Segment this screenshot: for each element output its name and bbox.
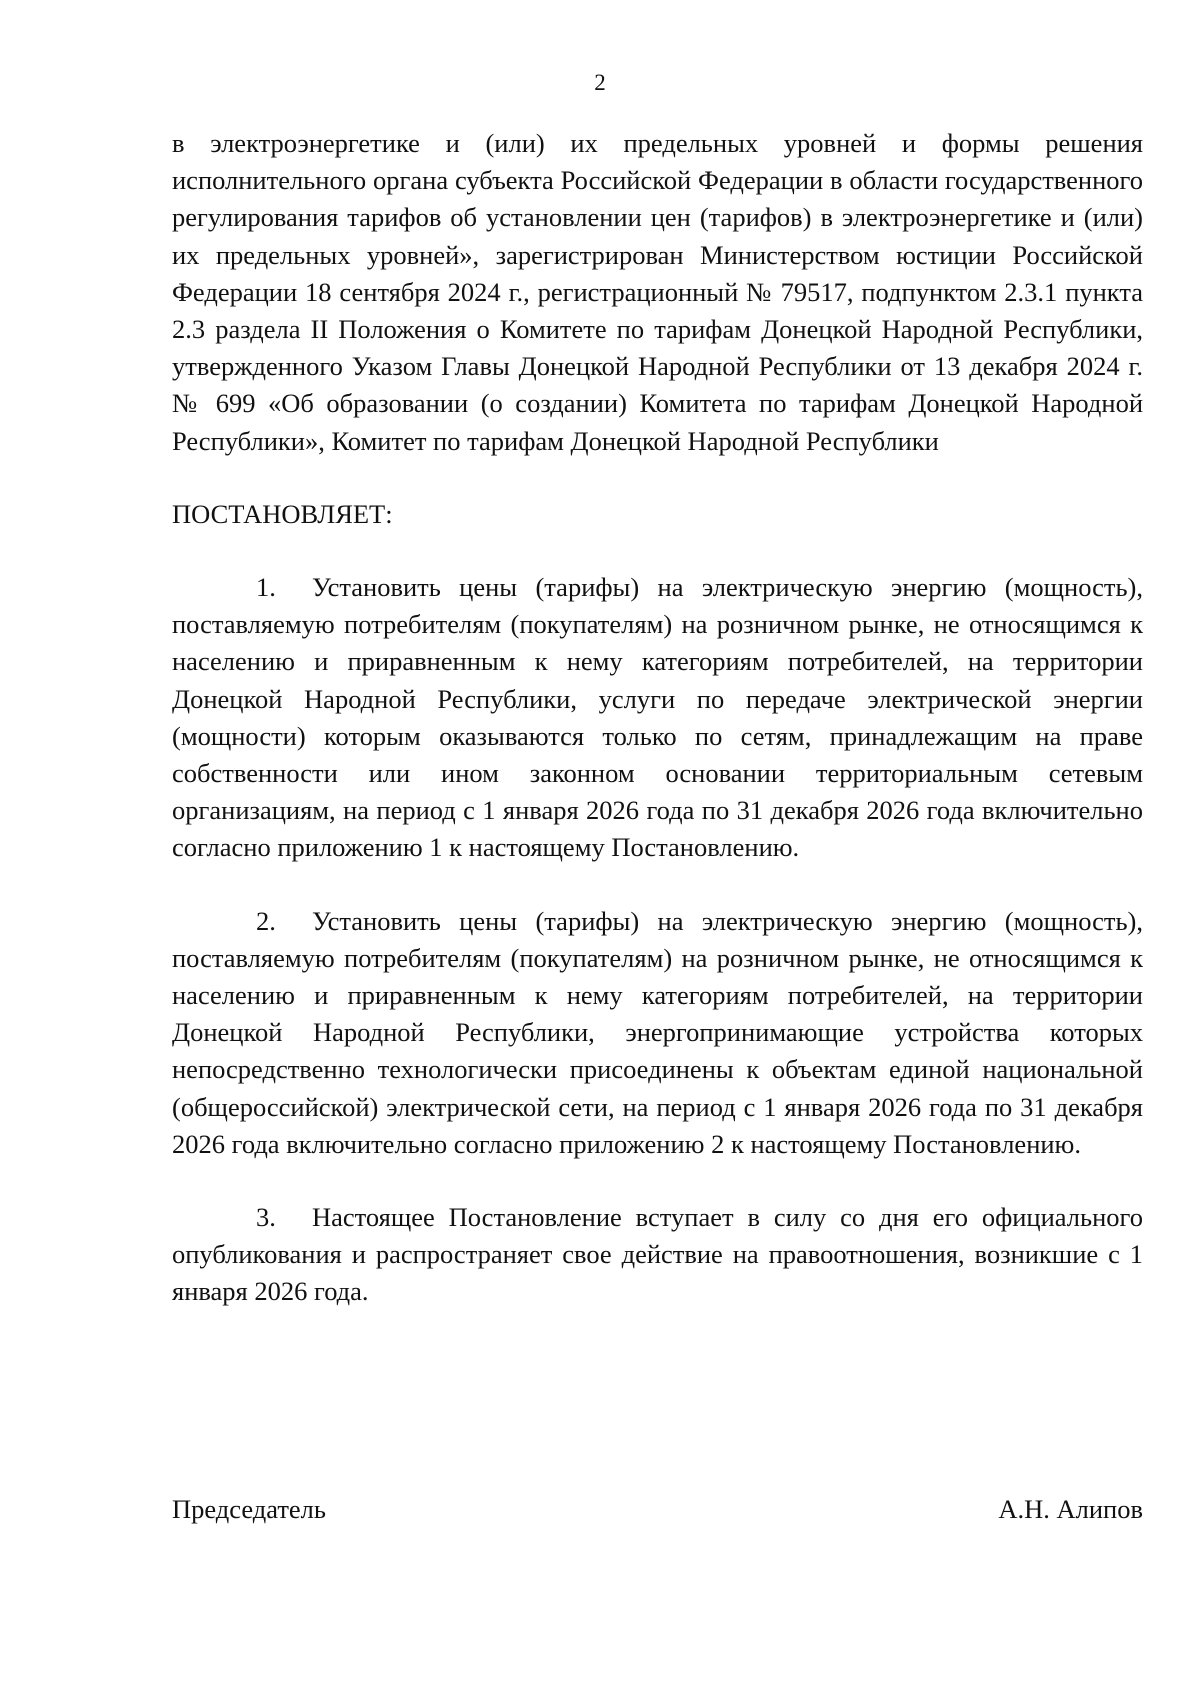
signatory-position: Председатель [172,1494,326,1524]
clause-text: Настоящее Постановление вступает в силу со дня его официального опубликования и распространяет свое действие на правоотношения, возникшие с 1 января 2026 года. [172,1202,1143,1307]
page-number: 2 [594,70,606,95]
clause-text: Установить цены (тарифы) на электрическую энергию (мощность), поставляемую потребителям (покупателям) на розничном рынке, не относящимся к населению и приравненным к нему категориям потребителей, на территории Донецкой Народной Республики, энергопринимающие устройства которых непосредственно технологически присоединены к объектам единой национальной (общероссийской) электрической сети, на период с 1 января 2026 года по 31 декабря 2026 года включительно согласно приложению 2 к настоящему Постановлению. [172,905,1143,1159]
intro-paragraph: в электроэнергетике и (или) их предельных уровней и формы решения исполнительного органа субъекта Российской Федерации в области государственного регулирования тарифов об установлении цен (тарифов) в электроэнергетике и (или) их предельных уровней», зарегистрирован Министерством юстиции Российской Федерации 18 сентября 2024 г., регистрационный № 79517, подпунктом 2.3.1 пункта 2.3 раздела II Положения о Комитете по тарифам Донецкой Народной Республики, утвержденного Указом Главы Донецкой Народной Республики от 13 декабря 2024 г. № 699 «Об образовании (о создании) Комитета по тарифам Донецкой Народной Республики», Комитет по тарифам Донецкой Народной Республики [172,128,1143,456]
clause-text: Установить цены (тарифы) на электрическую энергию (мощность), поставляемую потребителям (покупателям) на розничном рынке, не относящимся к населению и приравненным к нему категориям потребителей, на территории Донецкой Народной Республики, услуги по передаче электрической энергии (мощности) которым оказываются только по сетям, принадлежащим на праве собственности или ином законном основании территориальным сетевым организациям, на период с 1 января 2026 года по 31 декабря 2026 года включительно согласно приложению 1 к настоящему Постановлению. [172,572,1143,863]
clause-3 [172,1199,1143,1311]
clause-number: 3. [256,1202,276,1233]
decision-heading: ПОСТАНОВЛЯЕТ: [172,498,393,529]
clause-number: 1. [256,572,276,603]
document-body [172,125,1143,1347]
clause-1 [172,569,1143,867]
signatory-name: А.Н. Алипов [998,1494,1143,1524]
clause-number: 2. [256,905,276,936]
clause-2 [172,903,1143,1163]
